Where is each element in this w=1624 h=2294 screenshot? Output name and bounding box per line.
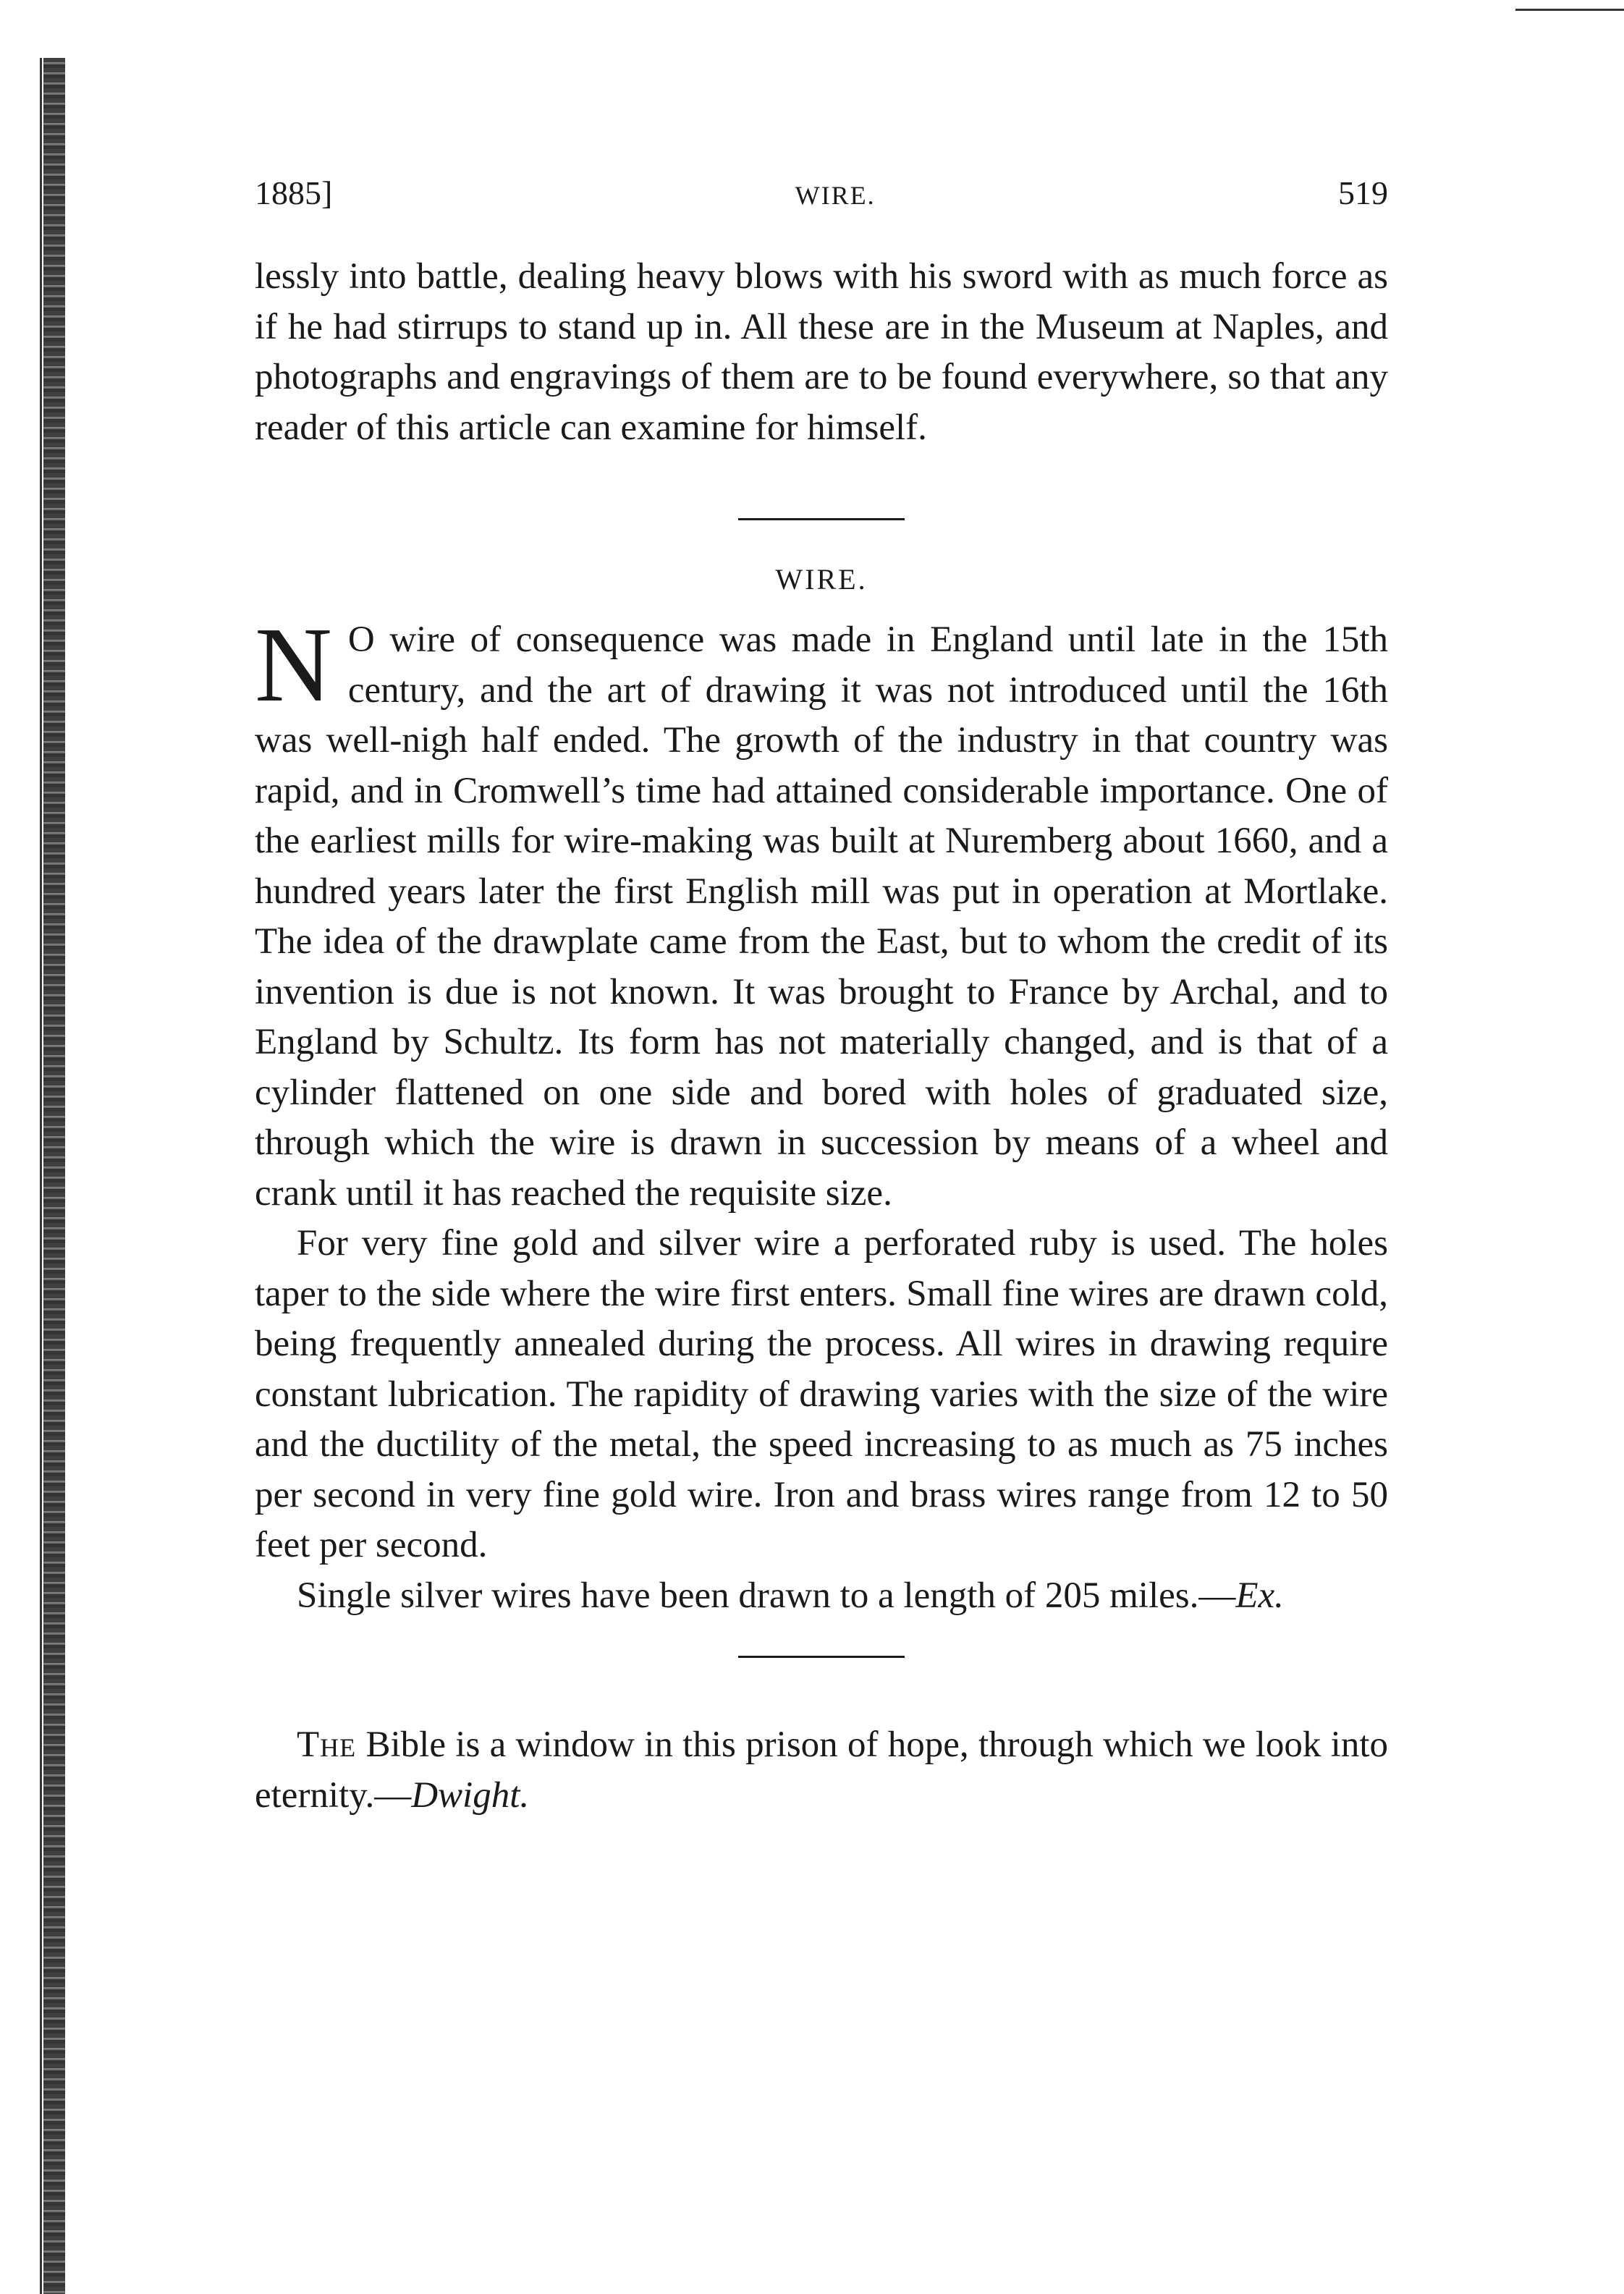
running-head (255, 174, 1388, 221)
article-source: Ex. (1235, 1575, 1284, 1616)
article-paragraph-3 (255, 1571, 1388, 1622)
article-title: WIRE. (775, 563, 868, 596)
running-head-year: 1885] (255, 174, 333, 211)
page-number: 519 (1337, 174, 1388, 211)
binding-edge-line (40, 58, 42, 2294)
article-paragraph-1-text: O wire of consequence was made in England until late in the 15th century, and the art of drawing it was not introduced until the 16th was well-nigh half ended. The growth of the industry in that country was rapid, and in Cromwell’s time had attained considerable importance. One of the earliest mills for wire-making was built at Nuremberg about 1660, and a hundred years later the first English mill was put in operation at Mortlake. The idea of the drawplate came from the East, but to whom the credit of its invention is due is not known. It was brought to France by Archal, and to England by Schultz. Its form has not materially changed, and is that of a cylinder flattened on one side and bored with holes of graduated size, through which the wire is drawn in succession by means of a wheel and crank until it has reached the requisite size. (255, 619, 1388, 1214)
quote-author: Dwight. (411, 1774, 530, 1816)
quote-text: Bible is a window in this prison of hope, through which we look into eternity.— (255, 1724, 1388, 1816)
section-divider (738, 518, 905, 520)
drop-cap: N (255, 606, 332, 724)
top-corner-rule (1515, 9, 1624, 11)
running-head-title: WIRE. (795, 181, 876, 210)
page-content (255, 174, 1388, 1821)
continuation-paragraph: lessly into battle, dealing heavy blows with his sword with as much force as if he had stirrups to stand up in. All these are in the Museum at Naples, and photographs and engravings of them are to be found everywhere, so that any reader of this article can examine for himself. (255, 256, 1388, 448)
quote-paragraph (255, 1720, 1388, 1821)
quote-lead: The (297, 1724, 357, 1765)
scanned-binding-edge (43, 58, 65, 2294)
article-paragraph-3-text: Single silver wires have been drawn to a length of 205 miles.— (297, 1575, 1236, 1616)
quote-divider (738, 1656, 905, 1658)
article-paragraph-2: For very fine gold and silver wire a perforated ruby is used. The holes taper to the side where the wire first enters. Small fine wires are drawn cold, being frequently annealed during the process. All wires in drawing require constant lubrication. The rapidity of drawing varies with the size of the wire and the ductility of the metal, the speed increasing to as much as 75 inches per second in very fine gold wire. Iron and brass wires range from 12 to 50 feet per second. (255, 1223, 1388, 1565)
article-paragraph-1 (255, 606, 1388, 1219)
